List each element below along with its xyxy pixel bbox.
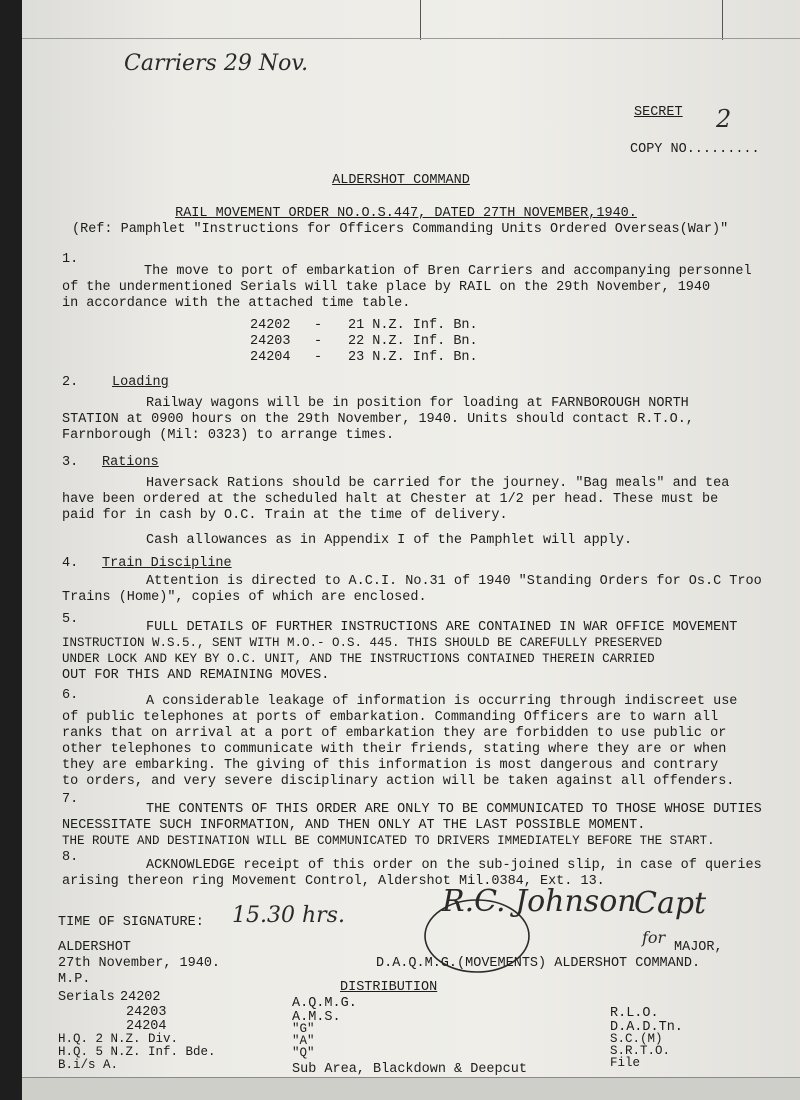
- para-2-heading: Loading: [112, 375, 169, 390]
- para-6-line: A considerable leakage of information is occurring through indiscreet use: [146, 694, 738, 709]
- para-5-number: 5.: [62, 612, 79, 627]
- para-6-number: 6.: [62, 688, 79, 703]
- distribution-middle-item: "Q": [292, 1046, 315, 1060]
- para-6-line: other telephones to communicate with their friends, stating where they are or when: [62, 742, 727, 757]
- para-2-line: Farnborough (Mil: 0323) to arrange times.: [62, 428, 395, 443]
- para-1-number: 1.: [62, 252, 79, 267]
- para-7-line: THE CONTENTS OF THIS ORDER ARE ONLY TO BE COMMUNICATED TO THOSE WHOSE DUTIES: [146, 802, 762, 817]
- para-7-number: 7.: [62, 792, 79, 807]
- para-6-line: to orders, and very severe disciplinary action will be taken against all offenders.: [62, 774, 735, 789]
- order-title: RAIL MOVEMENT ORDER NO.O.S.447, DATED 27TH NOVEMBER,1940.: [175, 206, 637, 221]
- para-6-line: ranks that on arrival at a port of embarkation they are forbidden to use public or: [62, 726, 727, 741]
- para-6-line: they are embarking. The giving of this information is most dangerous and contrary: [62, 758, 719, 773]
- para-2-line: Railway wagons will be in position for loading at FARNBOROUGH NORTH: [146, 396, 689, 411]
- para-3-line: Cash allowances as in Appendix I of the Pamphlet will apply.: [146, 533, 633, 548]
- issuer-initials: M.P.: [58, 972, 91, 987]
- distribution-right-item: S.R.T.O.: [610, 1044, 671, 1058]
- para-8-line: arising thereon ring Movement Control, Aldershot Mil.0384, Ext. 13.: [62, 874, 605, 889]
- para-5-line: OUT FOR THIS AND REMAINING MOVES.: [62, 668, 330, 683]
- signature-for: for: [642, 928, 666, 947]
- serial-dash: -: [314, 334, 323, 349]
- serial-number: 24203: [250, 334, 291, 349]
- distribution-right-item: R.L.O.: [610, 1006, 659, 1021]
- para-8-number: 8.: [62, 850, 79, 865]
- document-page: [22, 0, 800, 1100]
- para-1-line: The move to port of embarkation of Bren Carriers and accompanying personnel: [144, 264, 752, 279]
- serial-unit: 23 N.Z. Inf. Bn.: [348, 350, 478, 365]
- para-7-line: NECESSITATE SUCH INFORMATION, AND THEN ONLY AT THE LAST POSSIBLE MOMENT.: [62, 818, 646, 833]
- signatory-rank: MAJOR,: [674, 940, 723, 955]
- para-5-line: INSTRUCTION W.S.5., SENT WITH M.O.- O.S. 445. THIS SHOULD BE CAREFULLY PRESERVED: [62, 636, 663, 650]
- time-of-signature-label: TIME OF SIGNATURE:: [58, 915, 204, 930]
- distribution-left-item: H.Q. 2 N.Z. Div.: [58, 1032, 179, 1046]
- para-3-line: Haversack Rations should be carried for the journey. "Bag meals" and tea: [146, 476, 730, 491]
- reference-line: (Ref: Pamphlet "Instructions for Officers Commanding Units Ordered Overseas(War)": [72, 222, 729, 237]
- signature-time: 15.30 hrs.: [232, 903, 345, 928]
- distribution-right-item: File: [610, 1056, 641, 1070]
- distribution-right-item: S.C.(M): [610, 1032, 663, 1046]
- para-2-number: 2.: [62, 375, 79, 390]
- distribution-left-item: B.i/s A.: [58, 1058, 119, 1072]
- para-5-line: UNDER LOCK AND KEY BY O.C. UNIT, AND THE INSTRUCTIONS CONTAINED THEREIN CARRIED: [62, 652, 655, 666]
- para-3-number: 3.: [62, 455, 79, 470]
- distribution-serial: 24202: [120, 990, 161, 1005]
- distribution-serial: 24204: [126, 1019, 167, 1034]
- serial-unit: 22 N.Z. Inf. Bn.: [348, 334, 478, 349]
- distribution-middle-item: "A": [292, 1034, 315, 1048]
- paper-edge: [22, 38, 800, 39]
- distribution-serials-label: Serials: [58, 990, 115, 1005]
- serial-number: 24202: [250, 318, 291, 333]
- distribution-middle-item: "G": [292, 1022, 315, 1036]
- para-1-line: in accordance with the attached time table.: [62, 296, 411, 311]
- issue-date: 27th November, 1940.: [58, 956, 221, 971]
- para-3-heading: Rations: [102, 455, 159, 470]
- fold-line: [420, 0, 421, 40]
- serial-dash: -: [314, 318, 323, 333]
- underlying-page-edge: [22, 1077, 800, 1100]
- serial-unit: 21 N.Z. Inf. Bn.: [348, 318, 478, 333]
- para-1-line: of the undermentioned Serials will take place by RAIL on the 29th November, 1940: [62, 280, 711, 295]
- distribution-middle-item: A.M.S.: [292, 1010, 341, 1025]
- classification-label: SECRET: [634, 105, 683, 120]
- distribution-right-item: D.A.D.Tn.: [610, 1020, 683, 1035]
- para-8-line: ACKNOWLEDGE receipt of this order on the sub-joined slip, in case of queries: [146, 858, 762, 873]
- distribution-heading: DISTRIBUTION: [340, 980, 438, 995]
- signature-rank: Capt: [634, 886, 707, 921]
- para-3-line: paid for in cash by O.C. Train at the time of delivery.: [62, 508, 508, 523]
- distribution-middle-item: A.Q.M.G.: [292, 996, 357, 1011]
- copy-number: COPY NO.........: [630, 142, 760, 157]
- para-6-line: of public telephones at ports of embarkation. Commanding Officers are to warn all: [62, 710, 719, 725]
- para-4-heading: Train Discipline: [102, 556, 232, 571]
- signature: R.C. Johnson: [442, 884, 637, 919]
- para-7-line: THE ROUTE AND DESTINATION WILL BE COMMUNICATED TO DRIVERS IMMEDIATELY BEFORE THE START.: [62, 834, 715, 848]
- fold-line: [722, 0, 723, 40]
- para-2-line: STATION at 0900 hours on the 29th November, 1940. Units should contact R.T.O.,: [62, 412, 694, 427]
- signature-flourish: [417, 888, 537, 978]
- command-title: ALDERSHOT COMMAND: [332, 173, 470, 188]
- distribution-serial: 24203: [126, 1005, 167, 1020]
- para-5-line: FULL DETAILS OF FURTHER INSTRUCTIONS ARE CONTAINED IN WAR OFFICE MOVEMENT: [146, 620, 738, 635]
- signatory-appointment: D.A.Q.M.G.(MOVEMENTS) ALDERSHOT COMMAND.: [376, 956, 701, 971]
- para-4-line: Trains (Home)", copies of which are enclosed.: [62, 590, 427, 605]
- serial-dash: -: [314, 350, 323, 365]
- issuing-place: ALDERSHOT: [58, 940, 131, 955]
- para-4-line: Attention is directed to A.C.I. No.31 of 1940 "Standing Orders for Os.C Troo: [146, 574, 762, 589]
- handwritten-copy-number: 2: [716, 105, 732, 133]
- handwritten-note: Carriers 29 Nov.: [124, 51, 309, 76]
- distribution-left-item: H.Q. 5 N.Z. Inf. Bde.: [58, 1045, 216, 1059]
- para-3-line: have been ordered at the scheduled halt at Chester at 1/2 per head. These must be: [62, 492, 719, 507]
- distribution-middle-item: Sub Area, Blackdown & Deepcut: [292, 1062, 527, 1077]
- serial-number: 24204: [250, 350, 291, 365]
- para-4-number: 4.: [62, 556, 79, 571]
